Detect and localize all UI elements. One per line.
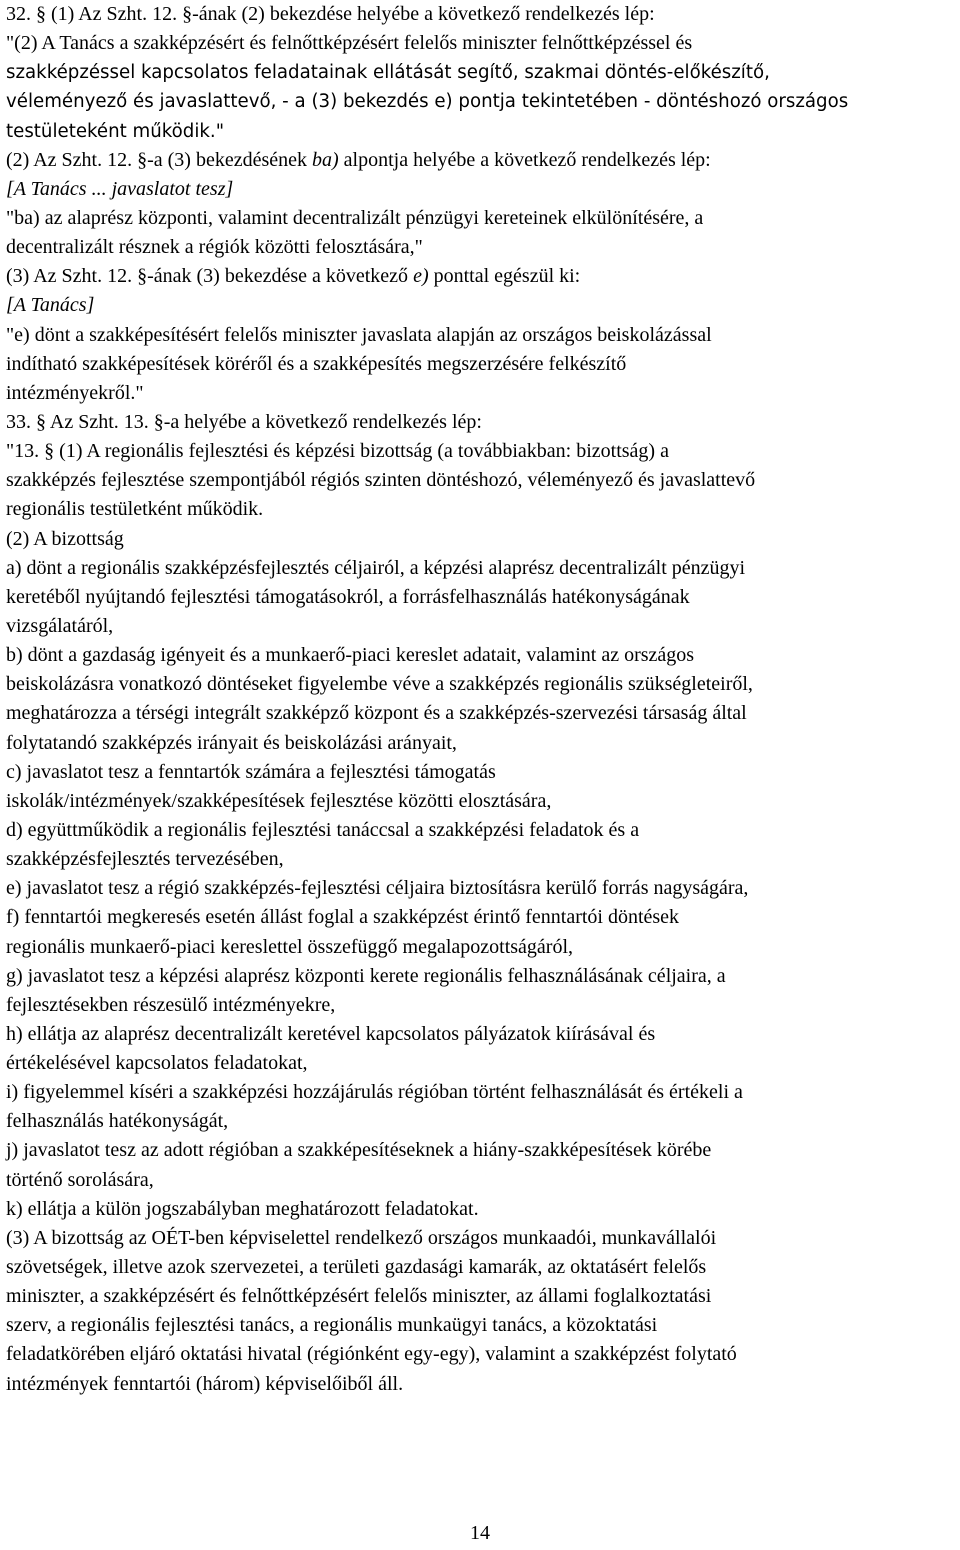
text-run: fejlesztésekben részesülő intézményekre, [6,993,336,1016]
text-run: intézményekről." [6,381,144,404]
text-line [6,1020,954,1049]
document-body [6,0,954,1399]
text-line [6,321,954,350]
text-run: szövetségek, illetve azok szervezetei, a területi gazdasági kamarák, az oktatásért felelős [6,1256,707,1279]
text-run: értékelésével kapcsolatos feladatokat, [6,1052,308,1075]
text-line [6,1282,954,1311]
text-run: (2) Az Szht. 12. §-a (3) bekezdésének [6,148,312,171]
text-run: regionális testületként működik. [6,498,264,521]
text-run: folytatandó szakképzés irányait és beiskolázási arányait, [6,731,457,754]
text-line [6,29,954,58]
text-line [6,262,954,291]
text-line [6,1224,954,1253]
text-line [6,466,954,495]
text-run: indítható szakképesítések köréről és a szakképesítés megszerzésére felkészítő [6,352,627,375]
text-run: vizsgálatáról, [6,614,114,637]
text-line [6,58,954,87]
text-run: "13. § (1) A regionális fejlesztési és képzési bizottság (a továbbiakban: bizottság) a [6,440,669,463]
italic-text-run: [A Tanács ... javaslatot tesz] [6,177,234,200]
text-run: regionális munkaerő-piaci kereslettel összefüggő megalapozottságáról, [6,935,574,958]
text-run: szakképzéssel kapcsolatos feladatainak ellátását segítő, szakmai döntés-előkészítő, [6,62,770,84]
text-line [6,379,954,408]
text-line [6,933,954,962]
text-run: f) fenntartói megkeresés esetén állást foglal a szakképzést érintő fenntartói döntések [6,906,680,929]
text-run: felhasználás hatékonyságát, [6,1110,229,1133]
text-run: c) javaslatot tesz a fenntartók számára a fejlesztési támogatás [6,760,496,783]
text-line [6,1078,954,1107]
text-run: j) javaslatot tesz az adott régióban a szakképesítéseknek a hiány-szakképesítések körébe [6,1139,712,1162]
text-line [6,408,954,437]
text-run: intézmények fenntartói (három) képviselőiből áll. [6,1372,404,1395]
text-run: feladatkörében eljáró oktatási hivatal (régiónként egy-egy), valamint a szakképzést folytató [6,1343,737,1366]
text-run: szerv, a regionális fejlesztési tanács, a regionális munkaügyi tanács, a közoktatási [6,1314,658,1337]
text-run: ponttal egészül ki: [428,265,581,288]
italic-text-run: e) [413,265,429,288]
text-line [6,641,954,670]
text-run: k) ellátja a külön jogszabályban meghatározott feladatokat. [6,1197,479,1220]
text-run: h) ellátja az alaprész decentralizált keretével kapcsolatos pályázatok kiírásával és [6,1022,656,1045]
text-line [6,350,954,379]
text-line [6,699,954,728]
text-line [6,787,954,816]
text-run: (2) A bizottság [6,527,124,550]
text-line [6,1136,954,1165]
text-run: e) javaslatot tesz a régió szakképzés-fejlesztési céljaira biztosításra kerülő forrás nagyságára, [6,877,749,900]
text-line [6,670,954,699]
text-run: b) dönt a gazdaság igényeit és a munkaerő-piaci kereslet adatait, valamint az országos [6,644,695,667]
text-line [6,175,954,204]
text-line [6,991,954,1020]
text-line [6,0,954,29]
text-line [6,962,954,991]
text-run: miniszter, a szakképzésért és felnőttképzésért felelős miniszter, az állami foglalkoztatási [6,1285,712,1308]
text-run: 32. § (1) Az Szht. 12. §-ának (2) bekezdése helyébe a következő rendelkezés lép: [6,3,655,25]
text-line [6,117,954,146]
text-run: meghatározza a térségi integrált szakképző központ és a szakképzés-szervezési társaság által [6,702,747,725]
text-run: szakképzés fejlesztése szempontjából régiós szinten döntéshozó, véleményező és javaslattevő [6,469,756,492]
text-line [6,845,954,874]
text-line [6,204,954,233]
text-line [6,437,954,466]
text-line [6,146,954,175]
text-line [6,816,954,845]
text-run: beiskolázásra vonatkozó döntéseket figyelembe véve a szakképzés regionális szükségleteiről, [6,673,753,696]
text-line [6,554,954,583]
text-line [6,233,954,262]
text-run: szakképzésfejlesztés tervezésében, [6,848,284,871]
text-run: decentralizált résznek a régiók közötti felosztására," [6,236,423,259]
text-line [6,583,954,612]
text-line [6,874,954,903]
text-line [6,1107,954,1136]
text-line [6,1340,954,1369]
text-run: 33. § Az Szht. 13. §-a helyébe a következő rendelkezés lép: [6,410,482,433]
text-line [6,612,954,641]
text-run: iskolák/intézmények/szakképesítések fejlesztése közötti elosztására, [6,789,552,812]
text-line [6,1253,954,1282]
text-line [6,525,954,554]
text-run: történő sorolására, [6,1168,154,1191]
text-run: "(2) A Tanács a szakképzésért és felnőttképzésért felelős miniszter felnőttképzéssel és [6,32,693,55]
text-run: véleményező és javaslattevő, - a (3) bekezdés e) pontja tekintetében - döntéshozó országos [6,91,849,113]
text-line [6,495,954,524]
text-line [6,87,954,116]
text-run: a) dönt a regionális szakképzésfejlesztés céljairól, a képzési alaprész decentralizált pénzügyi [6,556,746,579]
text-run: i) figyelemmel kíséri a szakképzési hozzájárulás régióban történt felhasználását és értékeli a [6,1081,743,1104]
page-number: 14 [470,1522,490,1544]
italic-text-run: ba) [312,148,339,171]
text-run: g) javaslatot tesz a képzési alaprész központi kerete regionális felhasználásának céljaira, a [6,964,726,987]
text-line [6,1195,954,1224]
text-run: alpontja helyébe a következő rendelkezés lép: [338,148,711,171]
text-line [6,758,954,787]
text-line [6,729,954,758]
italic-text-run: [A Tanács] [6,294,95,317]
text-line [6,291,954,320]
text-run: keretéből nyújtandó fejlesztési támogatásokról, a forrásfelhasználás hatékonyságának [6,585,690,608]
text-run: "e) dönt a szakképesítésért felelős miniszter javaslata alapján az országos beiskolázással [6,323,712,346]
text-run: d) együttműködik a regionális fejlesztési tanáccsal a szakképzési feladatok és a [6,818,640,841]
text-line [6,1311,954,1340]
text-line [6,903,954,932]
text-run: (3) A bizottság az OÉT-ben képviselettel rendelkező országos munkaadói, munkavállalói [6,1226,717,1249]
text-line [6,1049,954,1078]
text-line [6,1370,954,1399]
text-run: testületeként működik." [6,120,225,142]
text-run: (3) Az Szht. 12. §-ának (3) bekezdése a következő [6,265,414,288]
text-run: "ba) az alaprész központi, valamint decentralizált pénzügyi kereteinek elkülönítésére, a [6,206,704,229]
text-line [6,1166,954,1195]
